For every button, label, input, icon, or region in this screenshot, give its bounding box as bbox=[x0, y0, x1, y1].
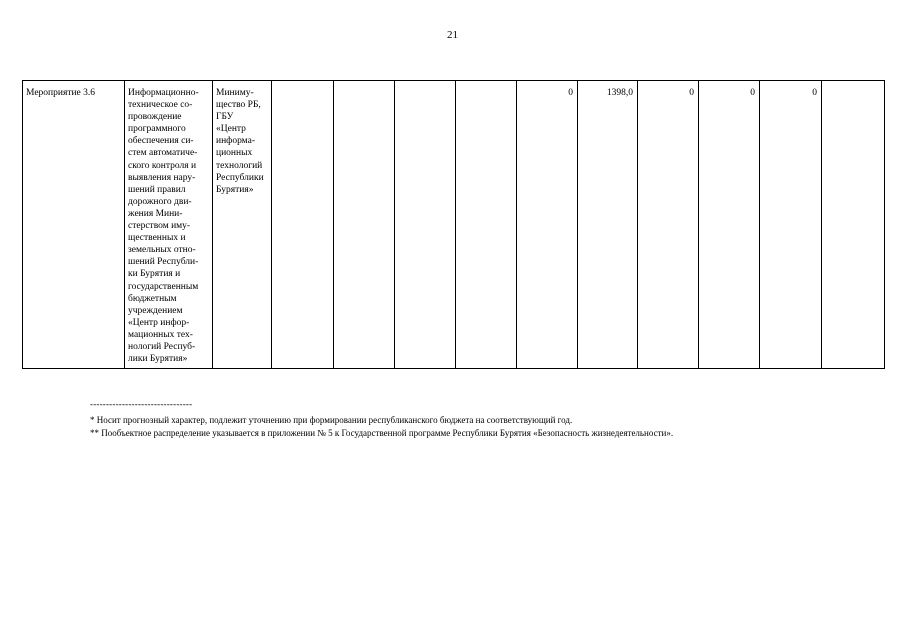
value-cell bbox=[822, 81, 885, 369]
cell-text-line: обеспечения си- bbox=[128, 136, 194, 147]
cell-text-line: технологий bbox=[216, 160, 263, 171]
value-cell bbox=[334, 81, 395, 369]
cell-text-line: мационных тех- bbox=[128, 329, 193, 340]
event-cell bbox=[23, 81, 125, 369]
cell-text-line: техническое со- bbox=[128, 100, 193, 111]
cell-text-line: Бурятия» bbox=[216, 184, 254, 195]
cell-text-line: шений Республи- bbox=[128, 257, 199, 268]
footnote: ** Пообъектное распределение указывается в приложении № 5 к Государственной программе Республики Бурятия «Безопасность жизнедеятельности». bbox=[90, 428, 674, 438]
cell-text-line: ГБУ bbox=[216, 112, 234, 123]
cell-text-line: дорожного дви- bbox=[128, 196, 192, 207]
cell-text-line: стерством иму- bbox=[128, 221, 191, 232]
table-row bbox=[23, 81, 885, 369]
value-cell: 0 bbox=[760, 81, 822, 369]
cell-text-line: шений правил bbox=[128, 184, 186, 195]
executor-cell bbox=[213, 81, 272, 369]
cell-text-line: ционных bbox=[216, 148, 253, 159]
cell-text-line: стем автоматиче- bbox=[128, 148, 198, 159]
cell-text-line: Миниму- bbox=[216, 88, 254, 98]
value-cell bbox=[395, 81, 456, 369]
cell-text-line: щественных и bbox=[128, 233, 186, 244]
cell-text-line: учреждением bbox=[128, 305, 183, 316]
budget-table bbox=[22, 80, 885, 369]
cell-text-line: ского контроля и bbox=[128, 160, 197, 171]
value-cell: 0 bbox=[699, 81, 760, 369]
cell-text-line: лики Бурятия» bbox=[128, 354, 188, 365]
page-number: 21 bbox=[447, 29, 458, 41]
cell-text-line: Информационно- bbox=[128, 88, 199, 98]
cell-text-line: нологий Респуб- bbox=[128, 341, 196, 352]
cell-text-line: информа- bbox=[216, 136, 256, 147]
cell-text-line: выявления нару- bbox=[128, 172, 196, 183]
cell-text-line: Республики bbox=[216, 172, 264, 183]
cell-text-line: государственным bbox=[128, 281, 199, 292]
cell-text-line: бюджетным bbox=[128, 293, 177, 304]
value-cell: 0 bbox=[517, 81, 578, 369]
value-cell: 1398,0 bbox=[578, 81, 638, 369]
footnote-separator: -------------------------------- bbox=[90, 399, 193, 409]
event-label: Мероприятие 3.6 bbox=[26, 88, 96, 98]
cell-text-line: ки Бурятия и bbox=[128, 269, 181, 280]
cell-text-line: «Центр bbox=[216, 124, 246, 135]
cell-text-line: провождение bbox=[128, 112, 182, 123]
cell-text-line: жения Мини- bbox=[128, 208, 183, 219]
cell-text-line: программного bbox=[128, 124, 186, 135]
cell-text-line: «Центр инфор- bbox=[128, 317, 190, 328]
footnote: * Носит прогнозный характер, подлежит уточнению при формировании республиканского бюджета на соответствующий год. bbox=[90, 415, 573, 425]
value-cell: 0 bbox=[638, 81, 699, 369]
description-cell bbox=[125, 81, 213, 369]
cell-text-line: щество РБ, bbox=[216, 100, 261, 111]
value-cell bbox=[456, 81, 517, 369]
value-cell bbox=[272, 81, 334, 369]
cell-text-line: земельных отно- bbox=[128, 245, 196, 256]
